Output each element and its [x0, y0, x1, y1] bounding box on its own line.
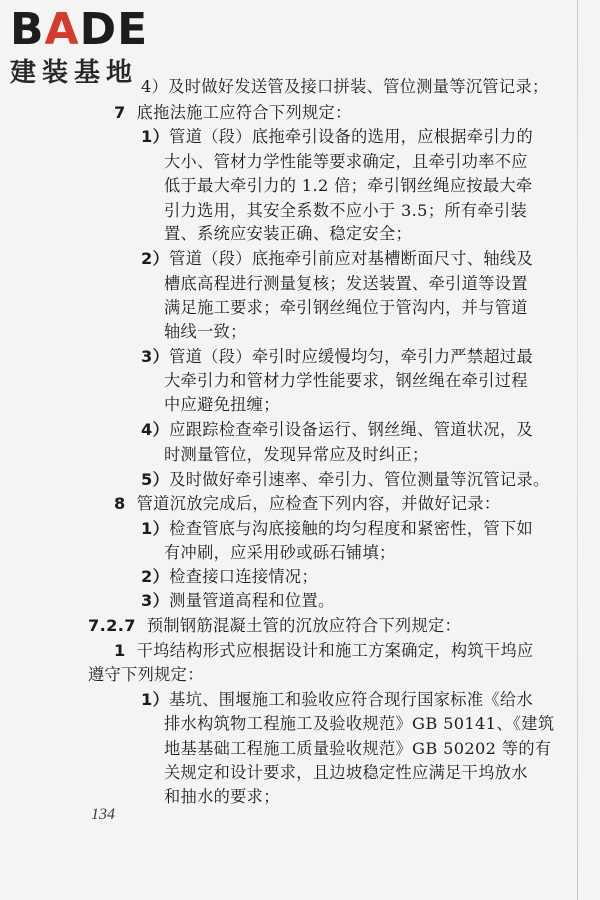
- page-number: 134: [91, 806, 115, 823]
- continuation-line: 引力选用，其安全系数不应小于 3.5；所有牵引装: [164, 200, 528, 220]
- continuation-line: 满足施工要求；牵引钢丝绳位于管沟内，并与管道: [164, 297, 528, 317]
- item-line: 1）基坑、围堰施工和验收应符合现行国家标准《给水: [141, 690, 533, 709]
- continuation-line: 大小、管材力学性能等要求确定，且牵引功率不应: [164, 152, 528, 172]
- continuation-line: 时测量管位，发现异常应及时纠正；: [164, 444, 429, 464]
- item-line: 1）检查管底与沟底接触的均匀程度和紧密性，管下如: [141, 518, 533, 538]
- clause-heading: 7 底拖法施工应符合下列规定：: [114, 102, 352, 122]
- logo-accent-letter: A: [44, 4, 80, 55]
- scan-edge-line: [577, 0, 578, 900]
- continuation-line: 排水构筑物工程施工及验收规范》GB 50141、《建筑: [164, 713, 555, 733]
- item-line: 3）测量管道高程和位置。: [141, 591, 335, 611]
- clause-heading: 1 干坞结构形式应根据设计和施工方案确定，构筑干坞应: [114, 640, 534, 660]
- item-line: 4）及时做好发送管及接口拼装、管位测量等沉管记录；: [141, 77, 549, 96]
- logo-wordmark: BADE: [10, 4, 149, 55]
- continuation-line: 和抽水的要求；: [164, 787, 280, 806]
- continuation-line: 低于最大牵引力的 1.2 倍；牵引钢丝绳应按最大牵: [164, 175, 533, 195]
- section-heading: 7.2.7 预制钢筋混凝土管的沉放应符合下列规定：: [88, 615, 462, 635]
- continuation-line: 大牵引力和管材力学性能要求，钢丝绳在牵引过程: [164, 370, 528, 390]
- continuation-line: 置、系统应安装正确、稳定安全；: [164, 224, 413, 244]
- item-line: 2）检查接口连接情况；: [141, 567, 318, 587]
- item-line: 5）及时做好牵引速率、牵引力、管位测量等沉管记录。: [141, 469, 550, 489]
- continuation-line: 槽底高程进行测量复核；发送装置、牵引道等设置: [164, 273, 528, 293]
- continuation-line: 有冲刷，应采用砂或砾石铺填；: [164, 542, 396, 562]
- continuation-line: 遵守下列规定：: [88, 665, 204, 685]
- continuation-line: 中应避免扭缠；: [164, 395, 280, 415]
- item-line: 2）管道（段）底拖牵引前应对基槽断面尺寸、轴线及: [141, 249, 533, 268]
- item-line: 1）管道（段）底拖牵引设备的选用，应根据牵引力的: [141, 127, 533, 147]
- item-line: 3）管道（段）牵引时应缓慢均匀，牵引力严禁超过最: [141, 346, 533, 366]
- continuation-line: 轴线一致；: [164, 322, 247, 342]
- item-line: 4）应跟踪检查牵引设备运行、钢丝绳、管道状况，及: [141, 420, 533, 440]
- logo-chinese-name: 建装基地: [10, 58, 139, 88]
- clause-heading: 8 管道沉放完成后，应检查下列内容，并做好记录：: [114, 494, 501, 514]
- continuation-line: 地基基础工程施工质量验收规范》GB 50202 等的有: [164, 738, 552, 758]
- continuation-line: 关规定和设计要求，且边坡稳定性应满足干坞放水: [164, 763, 528, 783]
